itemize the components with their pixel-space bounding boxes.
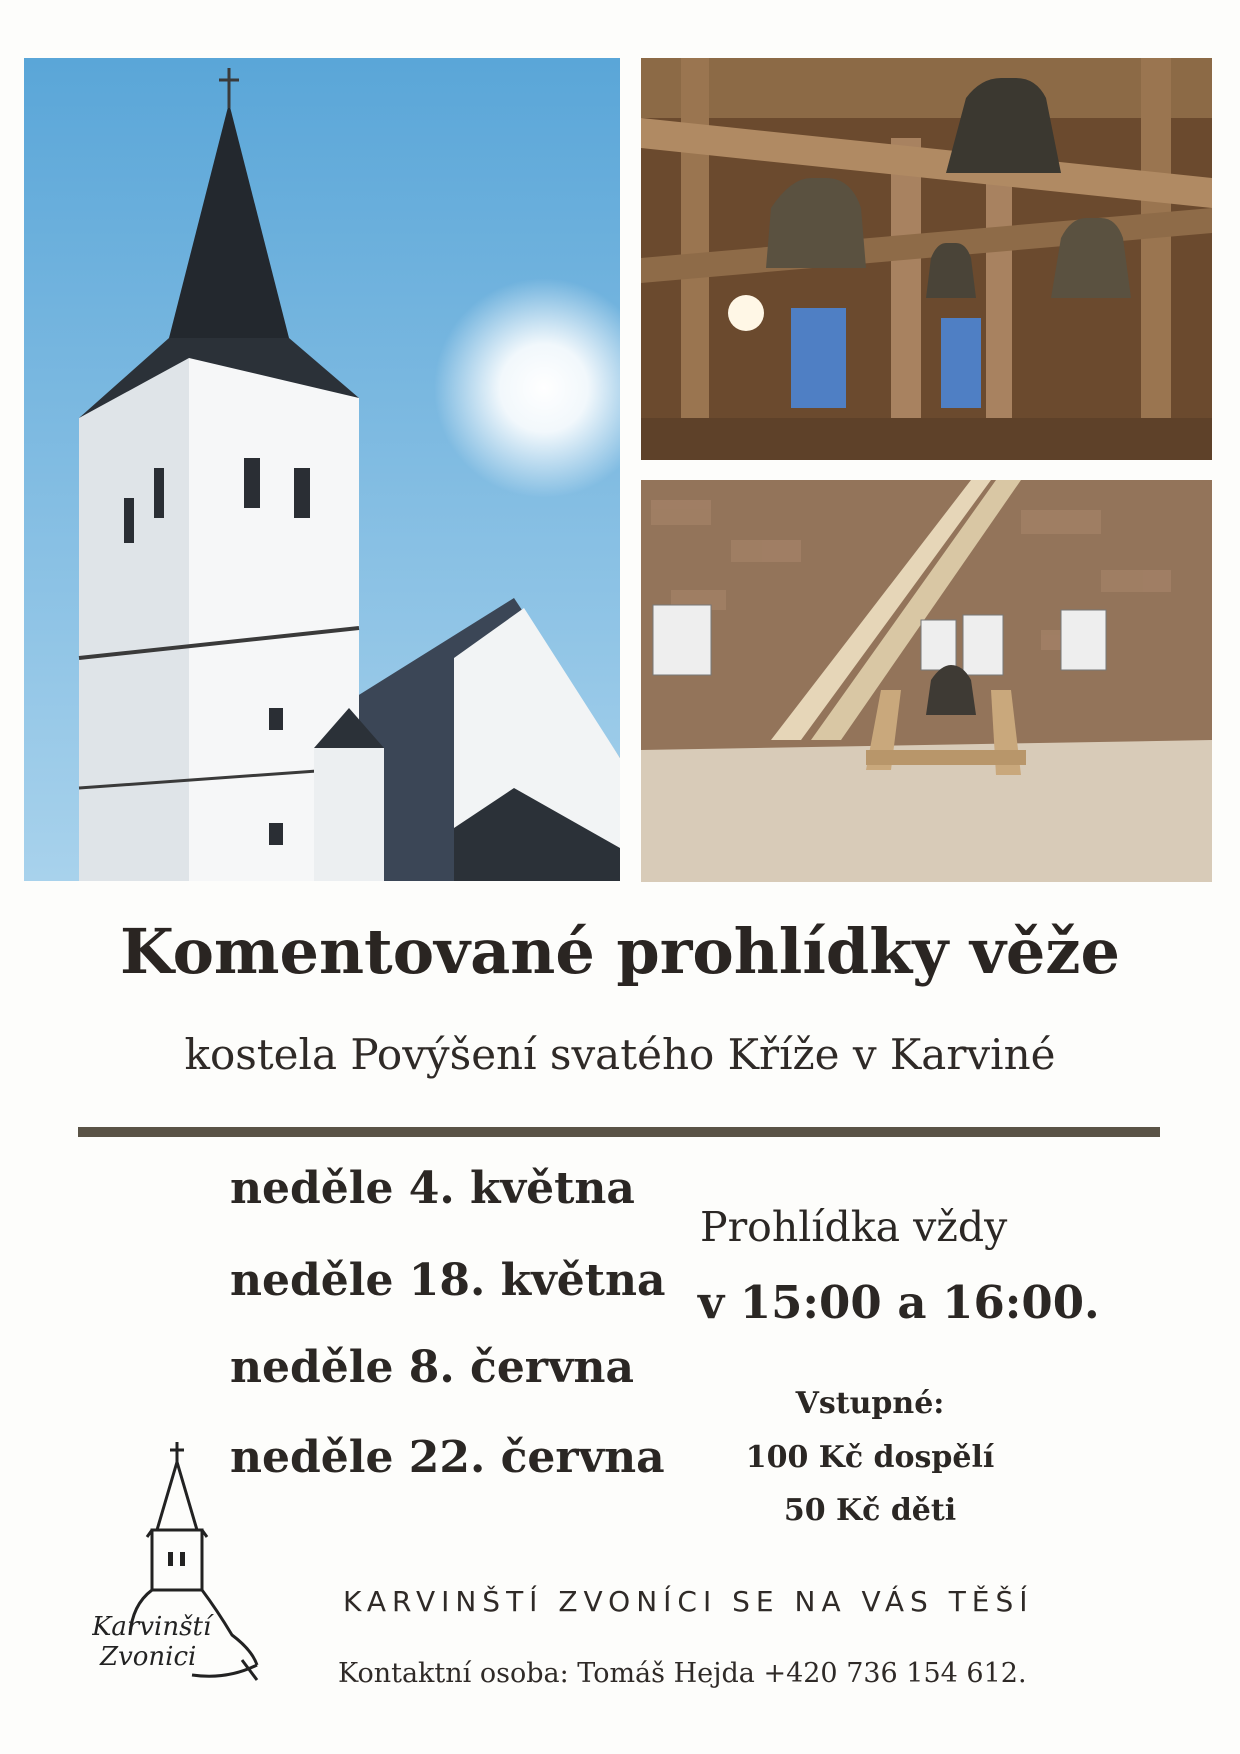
tour-label: Prohlídka vždy <box>700 1203 1008 1251</box>
fee-adult: 100 Kč dospělí <box>745 1440 995 1475</box>
church-tower-photo <box>24 58 620 881</box>
page-subtitle: kostela Povýšení svatého Kříže v Karviné <box>184 1030 1056 1079</box>
tour-date: neděle 8. června <box>230 1342 635 1393</box>
welcome-text: KARVINŠTÍ ZVONÍCI SE NA VÁS TĚŠÍ <box>343 1585 1034 1618</box>
page-title: Komentované prohlídky věže <box>120 915 1120 988</box>
logo-line2: Zvonici <box>100 1642 197 1672</box>
contact-text: Kontaktní osoba: Tomáš Hejda +420 736 154 612. <box>338 1658 1027 1689</box>
tour-date: neděle 18. května <box>230 1255 666 1306</box>
karvinsti-zvonici-logo <box>92 1440 272 1690</box>
tour-date: neděle 22. června <box>230 1432 665 1483</box>
tower-interior-photo <box>641 480 1212 882</box>
divider <box>78 1127 1160 1137</box>
tour-date: neděle 4. května <box>230 1163 635 1214</box>
tour-times: v 15:00 a 16:00. <box>698 1276 1100 1329</box>
fee-child: 50 Kč děti <box>783 1493 957 1528</box>
fee-title: Vstupné: <box>795 1386 945 1421</box>
logo-line1: Karvinští <box>92 1612 212 1642</box>
bells-photo <box>641 58 1212 460</box>
